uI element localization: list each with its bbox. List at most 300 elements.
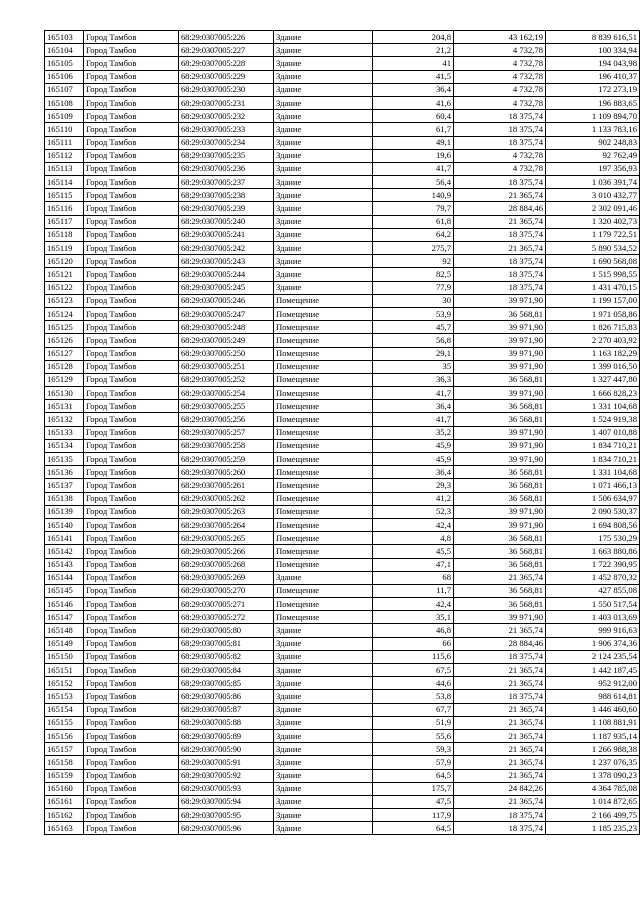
cadastral-value-cell: 1 071 466,13: [546, 479, 640, 492]
row-number-cell: 165109: [45, 110, 84, 123]
table-row: [45, 571, 640, 584]
unit-price-cell: 39 971,90: [454, 294, 546, 307]
object-type-cell: Здание: [274, 255, 373, 268]
table-row: [45, 215, 640, 228]
row-number-cell: 165132: [45, 413, 84, 426]
city-cell: Город Тамбов: [84, 558, 179, 571]
object-type-cell: Здание: [274, 96, 373, 109]
cadastral-value-cell: 197 356,93: [546, 162, 640, 175]
area-cell: 64,2: [373, 228, 454, 241]
row-number-cell: 165121: [45, 268, 84, 281]
unit-price-cell: 21 365,74: [454, 756, 546, 769]
object-type-cell: Здание: [274, 809, 373, 822]
cadastral-number-cell: 68:29:0307005:264: [179, 518, 274, 531]
cadastral-value-cell: 1 826 715,83: [546, 321, 640, 334]
row-number-cell: 165160: [45, 782, 84, 795]
row-number-cell: 165119: [45, 242, 84, 255]
object-type-cell: Помещение: [274, 294, 373, 307]
table-row: [45, 347, 640, 360]
cadastral-number-cell: 68:29:0307005:226: [179, 31, 274, 44]
object-type-cell: Помещение: [274, 466, 373, 479]
object-type-cell: Здание: [274, 637, 373, 650]
unit-price-cell: 36 568,81: [454, 466, 546, 479]
row-number-cell: 165141: [45, 532, 84, 545]
unit-price-cell: 36 568,81: [454, 532, 546, 545]
cadastral-value-cell: 1 331 104,68: [546, 400, 640, 413]
row-number-cell: 165123: [45, 294, 84, 307]
area-cell: 29,3: [373, 479, 454, 492]
row-number-cell: 165163: [45, 822, 84, 835]
table-row: [45, 413, 640, 426]
city-cell: Город Тамбов: [84, 664, 179, 677]
table-row: [45, 598, 640, 611]
row-number-cell: 165139: [45, 505, 84, 518]
table-row: [45, 729, 640, 742]
city-cell: Город Тамбов: [84, 57, 179, 70]
cadastral-number-cell: 68:29:0307005:244: [179, 268, 274, 281]
city-cell: Город Тамбов: [84, 769, 179, 782]
city-cell: Город Тамбов: [84, 479, 179, 492]
unit-price-cell: 24 842,26: [454, 782, 546, 795]
cadastral-value-cell: 2 124 235,54: [546, 650, 640, 663]
cadastral-number-cell: 68:29:0307005:230: [179, 83, 274, 96]
cadastral-number-cell: 68:29:0307005:241: [179, 228, 274, 241]
row-number-cell: 165156: [45, 729, 84, 742]
cadastral-number-cell: 68:29:0307005:249: [179, 334, 274, 347]
area-cell: 204,8: [373, 31, 454, 44]
area-cell: 92: [373, 255, 454, 268]
cadastral-value-cell: 1 179 722,51: [546, 228, 640, 241]
unit-price-cell: 39 971,90: [454, 347, 546, 360]
city-cell: Город Тамбов: [84, 334, 179, 347]
object-type-cell: Здание: [274, 136, 373, 149]
area-cell: 61,8: [373, 215, 454, 228]
unit-price-cell: 39 971,90: [454, 334, 546, 347]
cadastral-value-cell: 1 199 157,00: [546, 294, 640, 307]
row-number-cell: 165149: [45, 637, 84, 650]
city-cell: Город Тамбов: [84, 677, 179, 690]
row-number-cell: 165133: [45, 426, 84, 439]
cadastral-number-cell: 68:29:0307005:255: [179, 400, 274, 413]
cadastral-value-cell: 1 446 460,60: [546, 703, 640, 716]
cadastral-value-cell: 1 722 390,95: [546, 558, 640, 571]
table-row: [45, 611, 640, 624]
table-row: [45, 439, 640, 452]
area-cell: 45,5: [373, 545, 454, 558]
table-row: [45, 176, 640, 189]
table-row: [45, 189, 640, 202]
row-number-cell: 165120: [45, 255, 84, 268]
area-cell: 11,7: [373, 584, 454, 597]
cadastral-number-cell: 68:29:0307005:87: [179, 703, 274, 716]
table-row: [45, 769, 640, 782]
cadastral-number-cell: 68:29:0307005:92: [179, 769, 274, 782]
cadastral-number-cell: 68:29:0307005:250: [179, 347, 274, 360]
table-row: [45, 400, 640, 413]
object-type-cell: Помещение: [274, 611, 373, 624]
object-type-cell: Здание: [274, 769, 373, 782]
unit-price-cell: 28 884,46: [454, 202, 546, 215]
object-type-cell: Здание: [274, 70, 373, 83]
area-cell: 30: [373, 294, 454, 307]
unit-price-cell: 21 365,74: [454, 729, 546, 742]
cadastral-value-cell: 2 302 091,46: [546, 202, 640, 215]
table-row: [45, 268, 640, 281]
table-row: [45, 44, 640, 57]
area-cell: 52,3: [373, 505, 454, 518]
unit-price-cell: 39 971,90: [454, 611, 546, 624]
table-row: [45, 321, 640, 334]
cadastral-value-cell: 175 530,29: [546, 532, 640, 545]
unit-price-cell: 4 732,78: [454, 44, 546, 57]
area-cell: 41,7: [373, 162, 454, 175]
cadastral-number-cell: 68:29:0307005:231: [179, 96, 274, 109]
area-cell: 19,6: [373, 149, 454, 162]
cadastral-value-cell: 1 906 374,36: [546, 637, 640, 650]
area-cell: 59,3: [373, 743, 454, 756]
unit-price-cell: 18 375,74: [454, 110, 546, 123]
cadastral-value-cell: 1 036 391,74: [546, 176, 640, 189]
unit-price-cell: 18 375,74: [454, 123, 546, 136]
table-row: [45, 532, 640, 545]
cadastral-value-cell: 5 890 534,52: [546, 242, 640, 255]
cadastral-value-cell: 1 109 894,70: [546, 110, 640, 123]
object-type-cell: Помещение: [274, 413, 373, 426]
area-cell: 36,3: [373, 373, 454, 386]
cadastral-value-cell: 2 090 530,37: [546, 505, 640, 518]
row-number-cell: 165152: [45, 677, 84, 690]
cadastral-value-cell: 1 971 058,86: [546, 307, 640, 320]
object-type-cell: Здание: [274, 268, 373, 281]
city-cell: Город Тамбов: [84, 624, 179, 637]
object-type-cell: Помещение: [274, 492, 373, 505]
row-number-cell: 165114: [45, 176, 84, 189]
unit-price-cell: 39 971,90: [454, 426, 546, 439]
cadastral-number-cell: 68:29:0307005:90: [179, 743, 274, 756]
object-type-cell: Здание: [274, 242, 373, 255]
city-cell: Город Тамбов: [84, 281, 179, 294]
city-cell: Город Тамбов: [84, 189, 179, 202]
city-cell: Город Тамбов: [84, 756, 179, 769]
area-cell: 68: [373, 571, 454, 584]
city-cell: Город Тамбов: [84, 703, 179, 716]
unit-price-cell: 36 568,81: [454, 413, 546, 426]
city-cell: Город Тамбов: [84, 518, 179, 531]
table-row: [45, 809, 640, 822]
city-cell: Город Тамбов: [84, 162, 179, 175]
city-cell: Город Тамбов: [84, 729, 179, 742]
cadastral-number-cell: 68:29:0307005:96: [179, 822, 274, 835]
object-type-cell: Помещение: [274, 400, 373, 413]
table-row: [45, 123, 640, 136]
city-cell: Город Тамбов: [84, 743, 179, 756]
table-row: [45, 624, 640, 637]
city-cell: Город Тамбов: [84, 255, 179, 268]
cadastral-value-cell: 1 666 828,23: [546, 387, 640, 400]
unit-price-cell: 43 162,19: [454, 31, 546, 44]
unit-price-cell: 39 971,90: [454, 453, 546, 466]
object-type-cell: Здание: [274, 795, 373, 808]
row-number-cell: 165137: [45, 479, 84, 492]
cadastral-number-cell: 68:29:0307005:91: [179, 756, 274, 769]
city-cell: Город Тамбов: [84, 611, 179, 624]
cadastral-value-cell: 1 431 470,15: [546, 281, 640, 294]
table-row: [45, 202, 640, 215]
area-cell: 46,8: [373, 624, 454, 637]
object-type-cell: Помещение: [274, 532, 373, 545]
cadastral-value-cell: 1 327 447,80: [546, 373, 640, 386]
unit-price-cell: 4 732,78: [454, 57, 546, 70]
unit-price-cell: 36 568,81: [454, 373, 546, 386]
cadastral-number-cell: 68:29:0307005:236: [179, 162, 274, 175]
cadastral-number-cell: 68:29:0307005:233: [179, 123, 274, 136]
object-type-cell: Здание: [274, 176, 373, 189]
cadastral-value-cell: 1 108 881,91: [546, 716, 640, 729]
area-cell: 29,1: [373, 347, 454, 360]
cadastral-number-cell: 68:29:0307005:272: [179, 611, 274, 624]
object-type-cell: Здание: [274, 123, 373, 136]
table-row: [45, 664, 640, 677]
row-number-cell: 165110: [45, 123, 84, 136]
unit-price-cell: 21 365,74: [454, 743, 546, 756]
table-row: [45, 83, 640, 96]
table-row: [45, 96, 640, 109]
cadastral-value-cell: 427 855,08: [546, 584, 640, 597]
cadastral-value-cell: 1 690 568,08: [546, 255, 640, 268]
city-cell: Город Тамбов: [84, 44, 179, 57]
unit-price-cell: 39 971,90: [454, 387, 546, 400]
object-type-cell: Здание: [274, 83, 373, 96]
object-type-cell: Помещение: [274, 334, 373, 347]
row-number-cell: 165113: [45, 162, 84, 175]
city-cell: Город Тамбов: [84, 268, 179, 281]
cadastral-value-cell: 1 403 013,69: [546, 611, 640, 624]
row-number-cell: 165146: [45, 598, 84, 611]
object-type-cell: Помещение: [274, 518, 373, 531]
cadastral-number-cell: 68:29:0307005:88: [179, 716, 274, 729]
city-cell: Город Тамбов: [84, 492, 179, 505]
city-cell: Город Тамбов: [84, 505, 179, 518]
area-cell: 4,8: [373, 532, 454, 545]
area-cell: 45,9: [373, 453, 454, 466]
cadastral-number-cell: 68:29:0307005:80: [179, 624, 274, 637]
unit-price-cell: 36 568,81: [454, 545, 546, 558]
object-type-cell: Здание: [274, 57, 373, 70]
table-row: [45, 387, 640, 400]
cadastral-number-cell: 68:29:0307005:251: [179, 360, 274, 373]
object-type-cell: Здание: [274, 716, 373, 729]
table-row: [45, 70, 640, 83]
object-type-cell: Помещение: [274, 479, 373, 492]
city-cell: Город Тамбов: [84, 387, 179, 400]
area-cell: 41,7: [373, 387, 454, 400]
cadastral-value-cell: 1 506 634,97: [546, 492, 640, 505]
city-cell: Город Тамбов: [84, 307, 179, 320]
row-number-cell: 165159: [45, 769, 84, 782]
unit-price-cell: 18 375,74: [454, 228, 546, 241]
area-cell: 47,5: [373, 795, 454, 808]
cadastral-number-cell: 68:29:0307005:254: [179, 387, 274, 400]
unit-price-cell: 4 732,78: [454, 149, 546, 162]
cadastral-value-cell: 1 163 182,29: [546, 347, 640, 360]
area-cell: 82,5: [373, 268, 454, 281]
city-cell: Город Тамбов: [84, 782, 179, 795]
unit-price-cell: 36 568,81: [454, 492, 546, 505]
cadastral-value-cell: 1 185 235,23: [546, 822, 640, 835]
cadastral-value-cell: 1 442 187,45: [546, 664, 640, 677]
city-cell: Город Тамбов: [84, 360, 179, 373]
cadastral-value-cell: 4 364 785,08: [546, 782, 640, 795]
cadastral-value-cell: 1 320 402,73: [546, 215, 640, 228]
area-cell: 67,5: [373, 664, 454, 677]
area-cell: 35: [373, 360, 454, 373]
city-cell: Город Тамбов: [84, 321, 179, 334]
row-number-cell: 165105: [45, 57, 84, 70]
object-type-cell: Здание: [274, 690, 373, 703]
cadastral-number-cell: 68:29:0307005:227: [179, 44, 274, 57]
unit-price-cell: 39 971,90: [454, 360, 546, 373]
unit-price-cell: 39 971,90: [454, 321, 546, 334]
object-type-cell: Здание: [274, 571, 373, 584]
cadastral-value-cell: 194 043,98: [546, 57, 640, 70]
cadastral-number-cell: 68:29:0307005:82: [179, 650, 274, 663]
table-row: [45, 479, 640, 492]
unit-price-cell: 4 732,78: [454, 162, 546, 175]
cadastral-number-cell: 68:29:0307005:263: [179, 505, 274, 518]
area-cell: 36,4: [373, 400, 454, 413]
row-number-cell: 165115: [45, 189, 84, 202]
object-type-cell: Помещение: [274, 321, 373, 334]
cadastral-number-cell: 68:29:0307005:257: [179, 426, 274, 439]
unit-price-cell: 36 568,81: [454, 598, 546, 611]
object-type-cell: Помещение: [274, 584, 373, 597]
area-cell: 47,1: [373, 558, 454, 571]
object-type-cell: Здание: [274, 149, 373, 162]
unit-price-cell: 18 375,74: [454, 809, 546, 822]
object-type-cell: Здание: [274, 44, 373, 57]
area-cell: 56,8: [373, 334, 454, 347]
table-row: [45, 492, 640, 505]
area-cell: 42,4: [373, 598, 454, 611]
object-type-cell: Здание: [274, 202, 373, 215]
object-type-cell: Помещение: [274, 360, 373, 373]
unit-price-cell: 39 971,90: [454, 439, 546, 452]
city-cell: Город Тамбов: [84, 202, 179, 215]
table-row: [45, 360, 640, 373]
city-cell: Город Тамбов: [84, 809, 179, 822]
cadastral-value-cell: 2 166 499,75: [546, 809, 640, 822]
city-cell: Город Тамбов: [84, 149, 179, 162]
table-body: [45, 31, 640, 835]
row-number-cell: 165153: [45, 690, 84, 703]
row-number-cell: 165150: [45, 650, 84, 663]
cadastral-number-cell: 68:29:0307005:266: [179, 545, 274, 558]
unit-price-cell: 4 732,78: [454, 70, 546, 83]
row-number-cell: 165118: [45, 228, 84, 241]
city-cell: Город Тамбов: [84, 822, 179, 835]
cadastral-number-cell: 68:29:0307005:240: [179, 215, 274, 228]
object-type-cell: Помещение: [274, 426, 373, 439]
area-cell: 67,7: [373, 703, 454, 716]
object-type-cell: Здание: [274, 743, 373, 756]
area-cell: 36,4: [373, 83, 454, 96]
cadastral-value-cell: 1 331 104,68: [546, 466, 640, 479]
table-row: [45, 782, 640, 795]
object-type-cell: Здание: [274, 215, 373, 228]
area-cell: 36,4: [373, 466, 454, 479]
city-cell: Город Тамбов: [84, 453, 179, 466]
unit-price-cell: 18 375,74: [454, 136, 546, 149]
row-number-cell: 165116: [45, 202, 84, 215]
table-row: [45, 558, 640, 571]
unit-price-cell: 39 971,90: [454, 505, 546, 518]
cadastral-number-cell: 68:29:0307005:93: [179, 782, 274, 795]
cadastral-value-cell: 1 524 919,38: [546, 413, 640, 426]
area-cell: 41,7: [373, 413, 454, 426]
city-cell: Город Тамбов: [84, 598, 179, 611]
object-type-cell: Помещение: [274, 373, 373, 386]
object-type-cell: Здание: [274, 677, 373, 690]
table-row: [45, 518, 640, 531]
row-number-cell: 165143: [45, 558, 84, 571]
unit-price-cell: 21 365,74: [454, 571, 546, 584]
row-number-cell: 165107: [45, 83, 84, 96]
city-cell: Город Тамбов: [84, 439, 179, 452]
table-row: [45, 255, 640, 268]
cadastral-number-cell: 68:29:0307005:262: [179, 492, 274, 505]
cadastral-value-cell: 196 410,37: [546, 70, 640, 83]
cadastral-number-cell: 68:29:0307005:85: [179, 677, 274, 690]
unit-price-cell: 4 732,78: [454, 83, 546, 96]
row-number-cell: 165134: [45, 439, 84, 452]
unit-price-cell: 36 568,81: [454, 479, 546, 492]
table-row: [45, 466, 640, 479]
unit-price-cell: 21 365,74: [454, 664, 546, 677]
unit-price-cell: 21 365,74: [454, 242, 546, 255]
row-number-cell: 165138: [45, 492, 84, 505]
cadastral-number-cell: 68:29:0307005:246: [179, 294, 274, 307]
object-type-cell: Здание: [274, 110, 373, 123]
city-cell: Город Тамбов: [84, 466, 179, 479]
object-type-cell: Здание: [274, 228, 373, 241]
row-number-cell: 165128: [45, 360, 84, 373]
unit-price-cell: 28 884,46: [454, 637, 546, 650]
area-cell: 79,7: [373, 202, 454, 215]
area-cell: 60,4: [373, 110, 454, 123]
area-cell: 35,2: [373, 426, 454, 439]
row-number-cell: 165154: [45, 703, 84, 716]
cadastral-number-cell: 68:29:0307005:269: [179, 571, 274, 584]
cadastral-number-cell: 68:29:0307005:242: [179, 242, 274, 255]
table-row: [45, 677, 640, 690]
area-cell: 275,7: [373, 242, 454, 255]
table-row: [45, 228, 640, 241]
table-row: [45, 294, 640, 307]
area-cell: 53,9: [373, 307, 454, 320]
cadastral-number-cell: 68:29:0307005:237: [179, 176, 274, 189]
unit-price-cell: 36 568,81: [454, 307, 546, 320]
table-row: [45, 703, 640, 716]
row-number-cell: 165135: [45, 453, 84, 466]
area-cell: 64,5: [373, 769, 454, 782]
cadastral-value-cell: 1 452 870,32: [546, 571, 640, 584]
area-cell: 115,6: [373, 650, 454, 663]
row-number-cell: 165106: [45, 70, 84, 83]
cadastral-number-cell: 68:29:0307005:95: [179, 809, 274, 822]
cadastral-value-cell: 3 010 432,77: [546, 189, 640, 202]
unit-price-cell: 18 375,74: [454, 255, 546, 268]
city-cell: Город Тамбов: [84, 294, 179, 307]
